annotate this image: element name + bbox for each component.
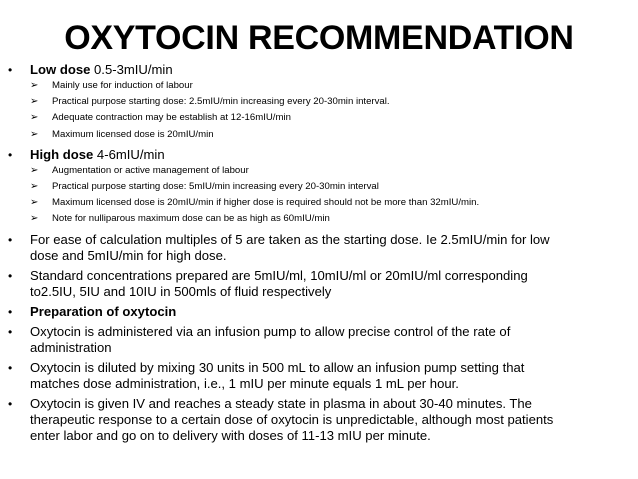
sub-item <box>6 163 632 179</box>
bullet-infusion-pump <box>6 324 632 356</box>
bullet-icon: • <box>8 232 13 247</box>
slide-title: OXYTOCIN RECOMMENDATION <box>64 19 574 57</box>
bullet-icon: • <box>8 304 13 319</box>
text-line: dose and 5mIU/min for high dose. <box>30 247 227 263</box>
text-line: enter labor and go on to delivery with doses of 11-13 mIU per minute. <box>30 427 431 443</box>
slide-content <box>6 62 632 444</box>
arrow-bullet-icon: ➢ <box>30 128 39 140</box>
bullet-steady-state <box>6 396 632 444</box>
text-line: Oxytocin is administered via an infusion pump to allow precise control of the rate of <box>30 323 511 339</box>
bullet-dilution <box>6 360 632 392</box>
bullet-icon: • <box>8 360 13 375</box>
sub-item-text: Mainly use for induction of labour <box>52 80 193 91</box>
arrow-bullet-icon: ➢ <box>30 164 39 176</box>
sub-item <box>6 179 632 195</box>
arrow-bullet-icon: ➢ <box>30 80 39 91</box>
sub-item-text: Augmentation or active management of labour <box>52 164 249 176</box>
text-line: For ease of calculation multiples of 5 are taken as the starting dose. Ie 2.5mIU/min for low <box>30 231 550 247</box>
bullet-icon: • <box>8 63 13 77</box>
sub-item <box>6 211 632 227</box>
bullet-icon: • <box>8 268 13 283</box>
bullet-icon: • <box>8 396 13 411</box>
sub-item-text: Practical purpose starting dose: 2.5mIU/min increasing every 20-30min interval. <box>52 96 390 108</box>
bullet-calculation <box>6 232 632 264</box>
sub-item <box>6 78 632 94</box>
bullet-icon: • <box>8 147 13 162</box>
sub-item-text: Practical purpose starting dose: 5mIU/min increasing every 20-30min interval <box>52 181 379 193</box>
sub-item-text: Note for nulliparous maximum dose can be as high as 60mIU/min <box>52 213 330 225</box>
arrow-bullet-icon: ➢ <box>30 112 39 124</box>
bullet-preparation <box>6 304 632 320</box>
text-line: therapeutic response to a certain dose of oxytocin is unpredictable, although most patients <box>30 411 554 427</box>
bullet-low-dose <box>6 62 632 78</box>
bullet-concentrations <box>6 268 632 300</box>
sub-item <box>6 127 632 143</box>
sub-item <box>6 94 632 110</box>
text-line: Oxytocin is given IV and reaches a steady state in plasma in about 30-40 minutes. The <box>30 395 532 411</box>
preparation-heading: Preparation of oxytocin <box>30 303 177 319</box>
text-line: Standard concentrations prepared are 5mIU/ml, 10mIU/ml or 20mIU/ml corresponding <box>30 267 528 283</box>
bullet-high-dose <box>6 147 632 163</box>
sub-item-text: Maximum licensed dose is 20mIU/min if higher dose is required should not be more than 32mIU/min. <box>52 197 480 209</box>
text-line: administration <box>30 339 112 355</box>
bullet-icon: • <box>8 324 13 339</box>
sub-item <box>6 110 632 126</box>
sub-item-text: Adequate contraction may be establish at 12-16mIU/min <box>52 112 291 124</box>
arrow-bullet-icon: ➢ <box>30 213 39 225</box>
low-dose-range: 0.5-3mIU/min <box>90 62 173 77</box>
sub-item <box>6 195 632 211</box>
arrow-bullet-icon: ➢ <box>30 96 39 108</box>
low-dose-heading: Low dose <box>30 62 91 77</box>
high-dose-heading: High dose <box>30 146 94 162</box>
text-line: Oxytocin is diluted by mixing 30 units in 500 mL to allow an infusion pump setting that <box>30 359 525 375</box>
high-dose-range: 4-6mIU/min <box>93 146 165 162</box>
arrow-bullet-icon: ➢ <box>30 197 39 209</box>
text-line: matches dose administration, i.e., 1 mIU per minute equals 1 mL per hour. <box>30 375 459 391</box>
arrow-bullet-icon: ➢ <box>30 181 39 193</box>
sub-item-text: Maximum licensed dose is 20mIU/min <box>52 128 214 140</box>
text-line: to2.5IU, 5IU and 10IU in 500mls of fluid respectively <box>30 283 332 299</box>
